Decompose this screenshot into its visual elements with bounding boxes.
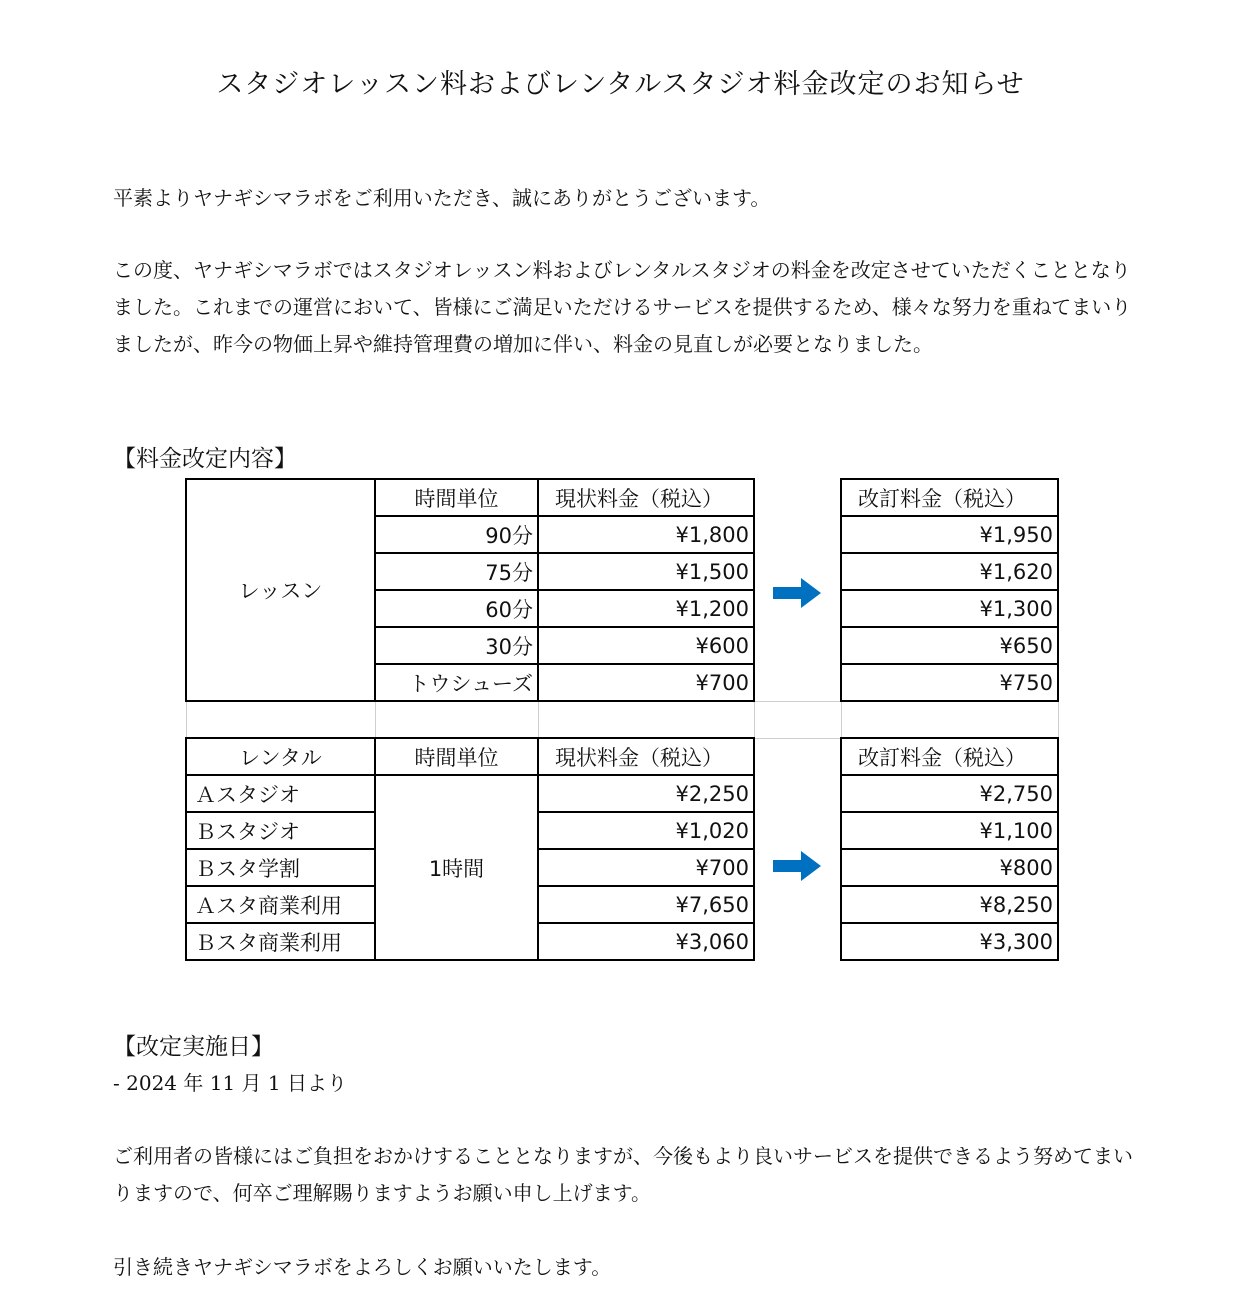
closing-paragraph: ご利用者の皆様にはご負担をおかけすることとなりますが、今後もより良いサービスを提供できるよう努めてまいりますので、何卒ご理解賜りますようお願い申し上げます。 xyxy=(113,1144,1133,1205)
lesson-unit: 90分 xyxy=(375,516,538,553)
rental-label: レンタル xyxy=(186,738,375,775)
lesson-unit: 30分 xyxy=(375,627,538,664)
lesson-revised-price: ¥1,300 xyxy=(841,590,1058,627)
table-spacer xyxy=(186,701,1058,738)
lesson-current-price: ¥1,800 xyxy=(538,516,754,553)
rental-revised-price: ¥800 xyxy=(841,849,1058,886)
effective-date: - 2024 年 11 月 1 日より xyxy=(113,1071,347,1095)
rental-current-price: ¥1,020 xyxy=(538,812,754,849)
rental-section xyxy=(186,738,1058,960)
section-heading-date: 【改定実施日】 xyxy=(113,1034,274,1060)
rental-revised-price: ¥2,750 xyxy=(841,775,1058,812)
page-title: スタジオレッスン料およびレンタルスタジオ料金改定のお知らせ xyxy=(216,69,1025,100)
lesson-revised-price: ¥1,620 xyxy=(841,553,1058,590)
lesson-current-price: ¥1,500 xyxy=(538,553,754,590)
rental-revised-price: ¥3,300 xyxy=(841,923,1058,960)
rental-unit: 1時間 xyxy=(375,775,538,960)
rental-current-price: ¥7,650 xyxy=(538,886,754,923)
rental-arrow-cell xyxy=(754,738,841,960)
rental-studio-name: Ａスタ商業利用 xyxy=(186,886,375,923)
rental-current-header: 現状料金（税込） xyxy=(538,738,754,775)
lesson-unit: 75分 xyxy=(375,553,538,590)
rental-revised-header: 改訂料金（税込） xyxy=(841,738,1058,775)
rental-studio-name: Ｂスタ学割 xyxy=(186,849,375,886)
right-arrow-icon xyxy=(773,851,821,881)
lesson-current-header: 現状料金（税込） xyxy=(538,479,754,516)
lesson-label: レッスン xyxy=(186,479,375,701)
rental-current-price: ¥2,250 xyxy=(538,775,754,812)
lesson-current-price: ¥700 xyxy=(538,664,754,701)
lesson-revised-price: ¥650 xyxy=(841,627,1058,664)
lesson-current-price: ¥1,200 xyxy=(538,590,754,627)
table-row xyxy=(186,886,1058,923)
lesson-unit: トウシューズ xyxy=(375,664,538,701)
table-row xyxy=(186,923,1058,960)
rental-studio-name: Ｂスタジオ xyxy=(186,812,375,849)
lesson-current-price: ¥600 xyxy=(538,627,754,664)
rental-studio-name: Ａスタジオ xyxy=(186,775,375,812)
table-row xyxy=(186,812,1058,849)
lesson-unit: 60分 xyxy=(375,590,538,627)
rental-current-price: ¥3,060 xyxy=(538,923,754,960)
intro-paragraph: この度、ヤナギシマラボではスタジオレッスン料およびレンタルスタジオの料金を改定させていただくこととなりました。これまでの運営において、皆様にご満足いただけるサービスを提供するため、様々な努力を重ねてまいりましたが、昨今の物価上昇や維持管理費の増加に伴い、料金の見直しが必要となりました。 xyxy=(113,258,1132,356)
table-row xyxy=(186,775,1058,812)
signoff-line: 引き続きヤナギシマラボをよろしくお願いいたします。 xyxy=(113,1255,612,1279)
rental-unit-header: 時間単位 xyxy=(375,738,538,775)
greeting-paragraph: 平素よりヤナギシマラボをご利用いただき、誠にありがとうございます。 xyxy=(113,186,771,210)
price-table xyxy=(185,478,1059,961)
rental-current-price: ¥700 xyxy=(538,849,754,886)
rental-studio-name: Ｂスタ商業利用 xyxy=(186,923,375,960)
lesson-revised-price: ¥750 xyxy=(841,664,1058,701)
section-heading-prices: 【料金改定内容】 xyxy=(113,446,297,472)
lesson-unit-header: 時間単位 xyxy=(375,479,538,516)
lesson-revised-header: 改訂料金（税込） xyxy=(841,479,1058,516)
lesson-revised-price: ¥1,950 xyxy=(841,516,1058,553)
lesson-section xyxy=(186,479,1058,701)
right-arrow-icon xyxy=(773,578,821,608)
rental-revised-price: ¥8,250 xyxy=(841,886,1058,923)
rental-revised-price: ¥1,100 xyxy=(841,812,1058,849)
table-row xyxy=(186,849,1058,886)
